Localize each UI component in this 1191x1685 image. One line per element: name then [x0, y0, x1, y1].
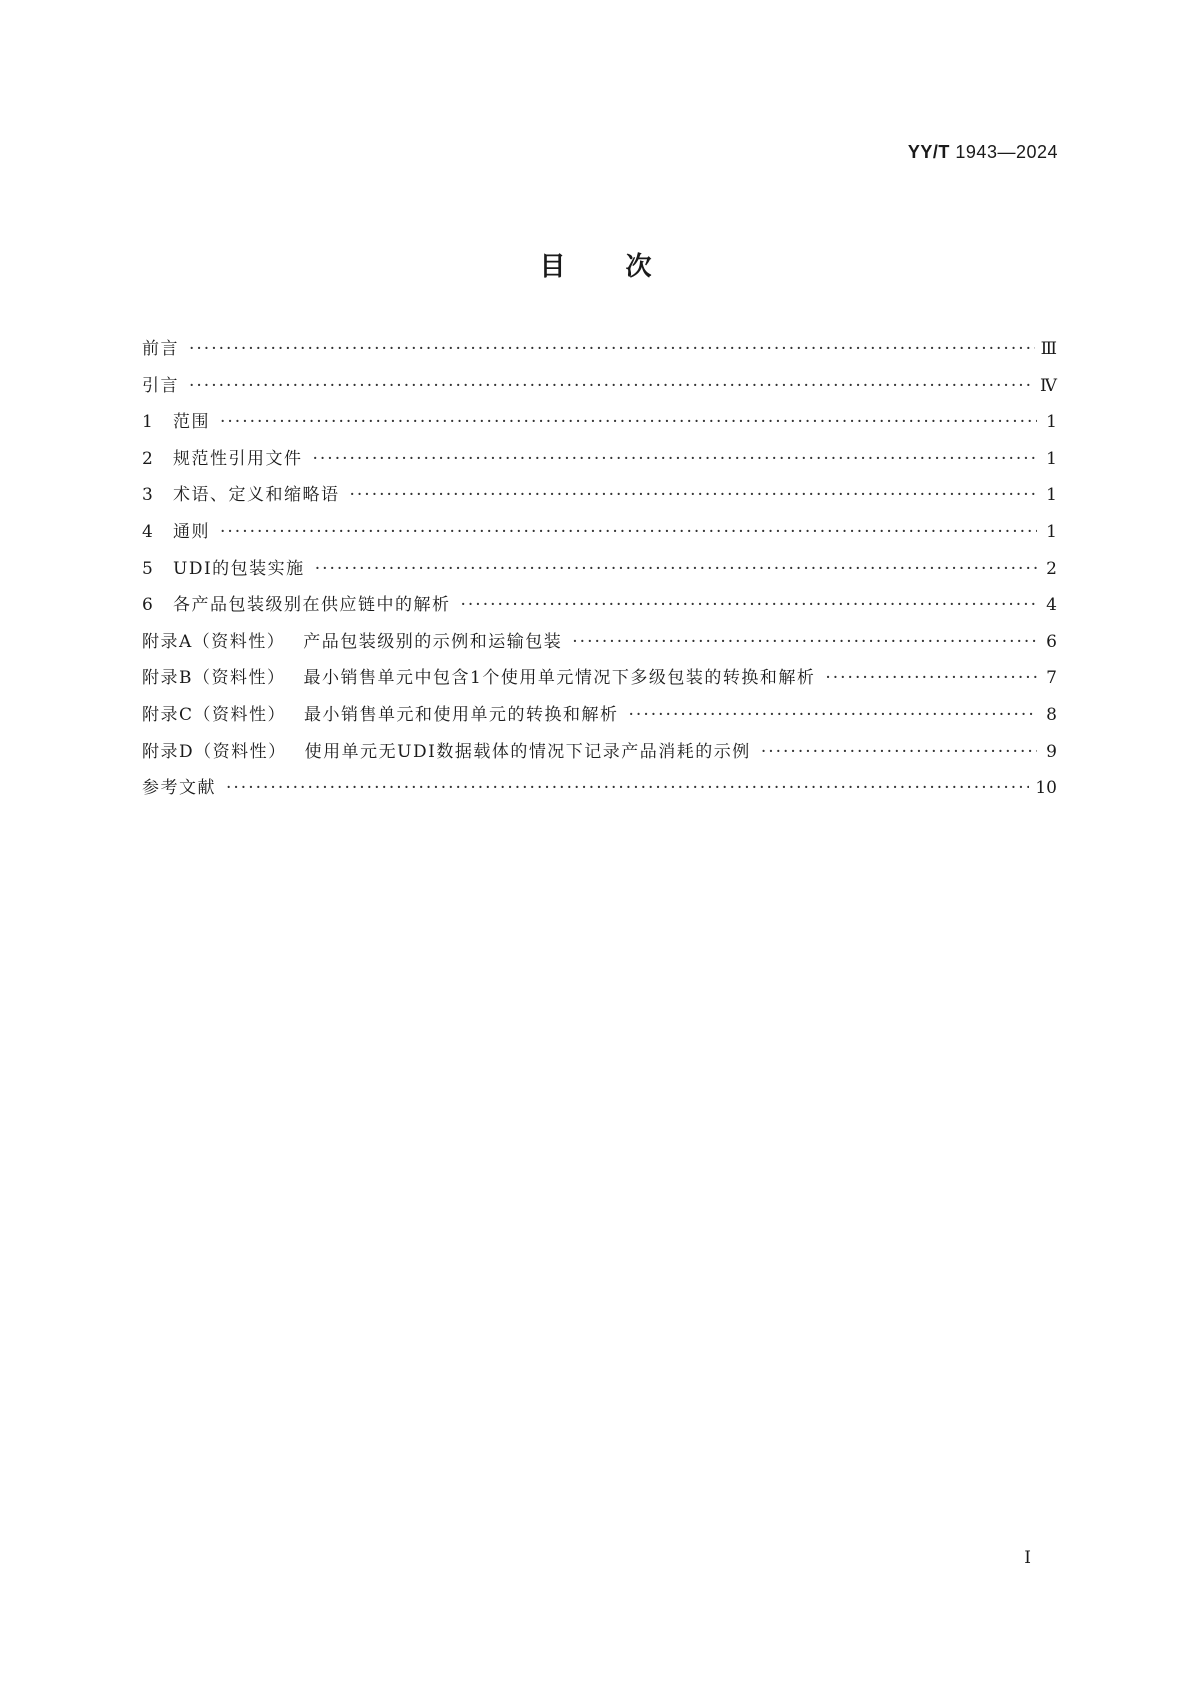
toc-entry-label: 通则: [173, 521, 210, 542]
toc-entry-udi-packaging[interactable]: [142, 557, 1057, 594]
toc-entry-appendix-b[interactable]: [142, 666, 1057, 703]
toc-entry-preface[interactable]: [142, 337, 1057, 374]
toc-entry-page: Ⅳ: [1040, 375, 1057, 396]
toc-entry-appendix-a[interactable]: [142, 630, 1057, 667]
toc-entry-label: 引言: [142, 375, 179, 396]
toc-entry-appendix-d[interactable]: [142, 740, 1057, 777]
toc-entry-page: 1: [1046, 448, 1057, 469]
toc-entry-label: 前言: [142, 339, 179, 359]
toc-entry-label: 规范性引用文件: [173, 448, 303, 469]
page-number: Ⅰ: [1024, 1548, 1031, 1568]
toc-entry-page: 7: [1046, 668, 1057, 689]
toc-entry-page: 8: [1046, 704, 1057, 725]
toc-leader-dots: [220, 410, 1037, 434]
appendix-designation: 附录A（资料性）: [142, 631, 286, 652]
toc-entry-label: 参考文献: [142, 778, 216, 799]
standard-number: 1943—2024: [955, 142, 1058, 162]
toc-entry-scope[interactable]: [142, 410, 1057, 447]
toc-entry-page: 10: [1035, 778, 1057, 799]
toc-entry-label: 各产品包装级别在供应链中的解析: [173, 595, 451, 616]
toc-entry-terms[interactable]: [142, 483, 1057, 520]
toc-entry-label: [142, 703, 619, 727]
toc-leader-dots: [220, 520, 1037, 544]
toc-entry-introduction[interactable]: [142, 374, 1057, 411]
toc-entry-appendix-c[interactable]: [142, 703, 1057, 740]
toc-entry-number: 2: [142, 448, 153, 469]
toc-leader-dots: [629, 703, 1037, 727]
toc-leader-dots: [461, 593, 1038, 617]
toc-entry-page: Ⅲ: [1040, 339, 1057, 359]
toc-leader-dots: [825, 666, 1037, 690]
appendix-designation: 附录D（资料性）: [142, 741, 287, 762]
appendix-designation: 附录C（资料性）: [142, 704, 287, 725]
page-title: 目次: [539, 252, 712, 282]
appendix-title: 产品包装级别的示例和运输包装: [303, 631, 563, 652]
toc-entry-normative-references[interactable]: [142, 447, 1057, 484]
toc-entry-page: 1: [1046, 485, 1057, 506]
toc-leader-dots: [572, 630, 1037, 654]
toc-entry-label: 术语、定义和缩略语: [173, 485, 340, 506]
toc-entry-page: 1: [1046, 521, 1057, 542]
toc-entry-general[interactable]: [142, 520, 1057, 557]
toc-entry-number: 4: [142, 521, 153, 542]
toc-leader-dots: [189, 374, 1034, 398]
toc-leader-dots: [350, 483, 1038, 507]
appendix-title: 使用单元无UDI数据载体的情况下记录产品消耗的示例: [304, 741, 751, 762]
toc-entry-number: 5: [142, 558, 153, 579]
toc-entry-label: 范围: [173, 412, 210, 433]
toc-entry-bibliography[interactable]: [142, 776, 1057, 813]
toc-leader-dots: [313, 447, 1038, 471]
appendix-designation: 附录B（资料性）: [142, 668, 286, 689]
toc-entry-number: 6: [142, 595, 153, 616]
toc-entry-page: 4: [1046, 595, 1057, 616]
standard-code: [908, 142, 1058, 163]
toc-entry-page: 2: [1046, 558, 1057, 579]
toc-leader-dots: [226, 776, 1029, 800]
toc-entry-number: 1: [142, 412, 153, 433]
appendix-title: 最小销售单元和使用单元的转换和解析: [304, 704, 619, 725]
toc-leader-dots: [189, 337, 1035, 361]
toc-leader-dots: [761, 740, 1037, 764]
standard-prefix: YY/T: [907, 142, 950, 162]
toc-entry-page: 1: [1046, 412, 1057, 433]
appendix-title: 最小销售单元中包含1个使用单元情况下多级包装的转换和解析: [303, 668, 816, 689]
table-of-contents: [142, 337, 1057, 813]
toc-entry-page: 9: [1046, 741, 1057, 762]
toc-entry-supply-chain-parsing[interactable]: [142, 593, 1057, 630]
toc-entry-page: 6: [1046, 631, 1057, 652]
toc-entry-label: [142, 666, 815, 690]
toc-entry-number: 3: [142, 485, 153, 506]
toc-leader-dots: [315, 557, 1037, 581]
toc-entry-label: UDI的包装实施: [173, 558, 305, 579]
toc-entry-label: [142, 630, 562, 654]
toc-entry-label: [142, 740, 751, 764]
